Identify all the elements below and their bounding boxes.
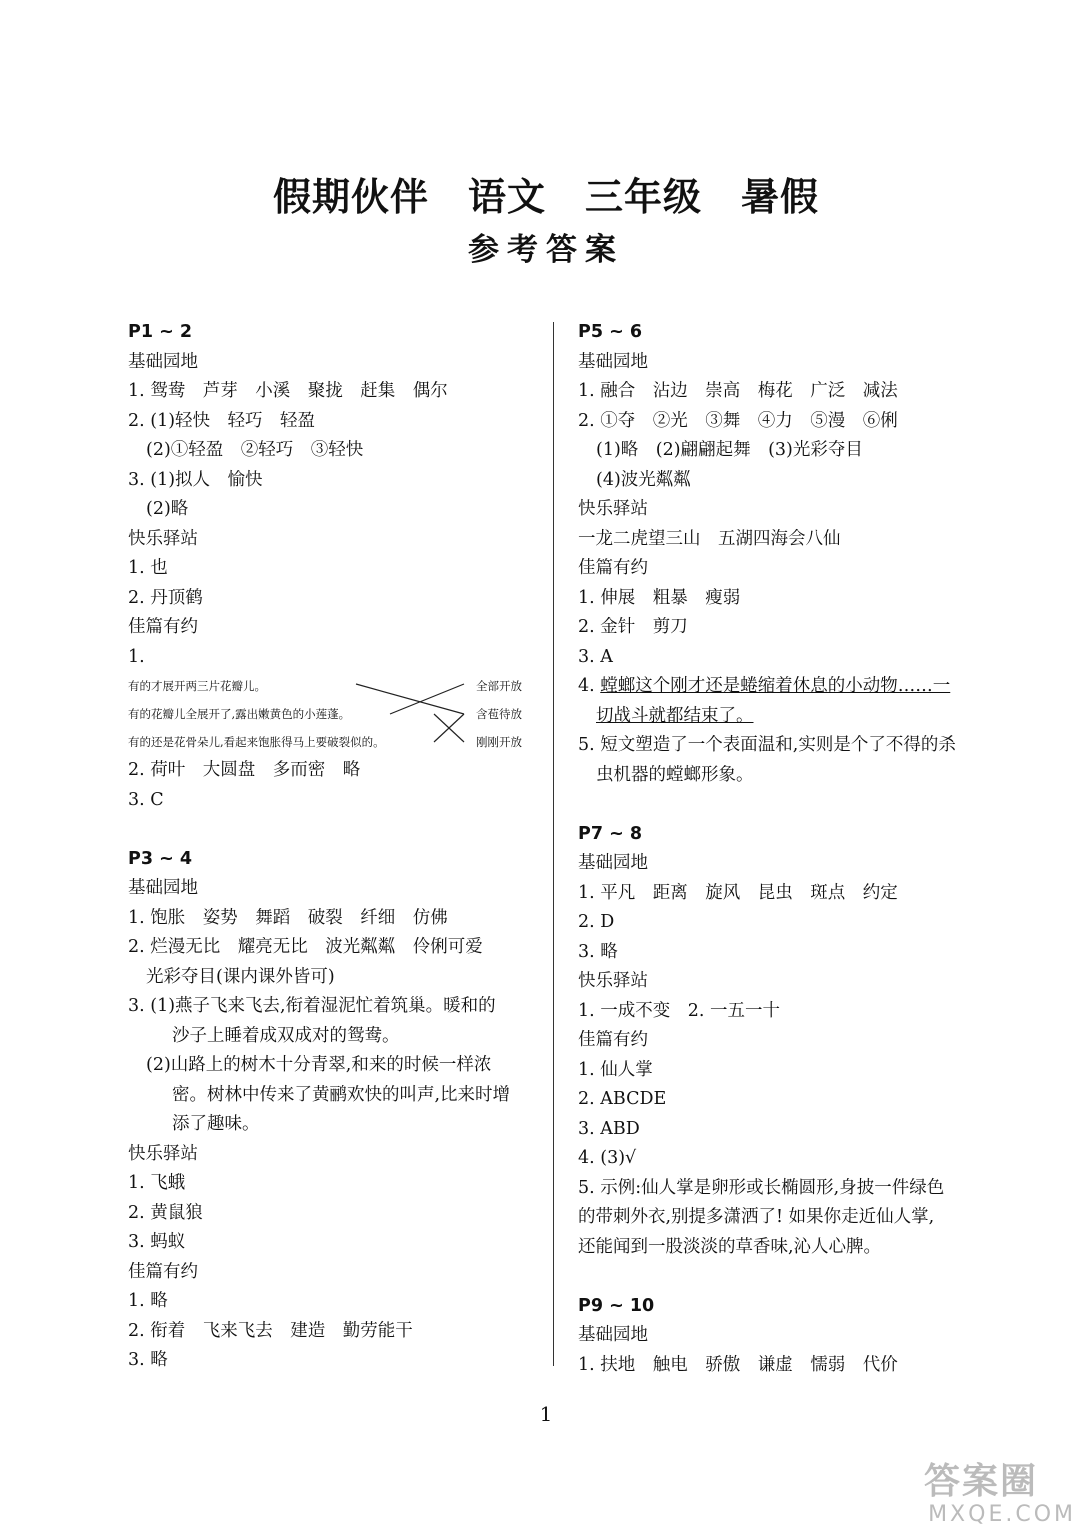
answer-line: 1. 一成不变 2. 一五一十 [578, 1000, 781, 1021]
watermark-logo [924, 1462, 1084, 1532]
page-heading-p1-2: P1 ~ 2 [128, 322, 193, 342]
answer-line: 2. 烂漫无比 耀亮无比 波光粼粼 伶俐可爱 [128, 937, 483, 957]
answer-line: 2. D [578, 912, 615, 932]
answer-line: (2)山路上的树木十分青翠,和来的时候一样浓 [146, 1055, 492, 1075]
answer-line: 沙子上睡着成双成对的鸳鸯。 [172, 1025, 400, 1046]
answer-line: 3. 略 [578, 941, 618, 962]
answer-line: 1. 略 [128, 1291, 168, 1311]
section-heading: 基础园地 [578, 853, 648, 873]
section-heading: 佳篇有约 [128, 617, 198, 637]
answer-line [578, 702, 993, 732]
section-heading: 快乐驿站 [578, 499, 648, 519]
answer-line: (4)波光粼粼 [596, 469, 691, 490]
answer-line: 5. 示例:仙人掌是卵形或长椭圆形,身披一件绿色 [578, 1177, 945, 1198]
answer-line: 3. C [128, 789, 164, 810]
answer-line: (1)略 (2)翩翩起舞 (3)光彩夺目 [596, 440, 863, 460]
section-heading: 佳篇有约 [128, 1261, 198, 1282]
section-heading: 基础园地 [128, 878, 198, 898]
answer-line: 1. 鸳鸯 芦芽 小溪 聚拢 赶集 偶尔 [128, 381, 448, 401]
answer-line: 1. [128, 646, 145, 667]
right-column [578, 318, 993, 1380]
watermark-url: MXQE.COM [928, 1502, 1076, 1527]
section-heading: 快乐驿站 [578, 971, 648, 991]
answer-line: 1. 融合 沾边 崇高 梅花 广泛 减法 [578, 381, 898, 401]
answer-line: 3. (1)燕子飞来飞去,衔着湿泥忙着筑巢。暖和的 [128, 996, 496, 1016]
page-heading-p7-8: P7 ~ 8 [578, 823, 643, 844]
answer-line: 1. 仙人掌 [578, 1059, 653, 1080]
match-right-item: 刚刚开放 [476, 735, 522, 749]
section-heading: 佳篇有约 [578, 558, 648, 578]
column-divider [553, 322, 554, 1366]
match-line [356, 684, 464, 714]
answer-line: 一龙二虎望三山 五湖四海会八仙 [578, 528, 841, 549]
answer-line [578, 672, 993, 702]
answer-line: 2. 衔着 飞来飞去 建造 勤劳能干 [128, 1320, 413, 1341]
answer-line: 的带刺外衣,别提多潇洒了! 如果你走近仙人掌, [578, 1207, 935, 1227]
answer-line: 1. 饱胀 姿势 舞蹈 破裂 纤细 仿佛 [128, 907, 448, 928]
section-heading: 快乐驿站 [128, 528, 198, 549]
page-number: 1 [539, 1402, 553, 1426]
section-heading: 基础园地 [578, 351, 648, 372]
answer-line: 2. 黄鼠狼 [128, 1202, 203, 1223]
answer-line: 还能闻到一股淡淡的草香味,沁人心脾。 [578, 1236, 882, 1257]
match-left-item: 有的才展开两三片花瓣儿。 [128, 679, 266, 693]
match-right-item: 全部开放 [476, 679, 522, 693]
left-column [128, 318, 538, 1376]
answer-line: 3. (1)拟人 愉快 [128, 469, 263, 490]
answer-line: 2. ABCDE [578, 1089, 667, 1109]
answer-line: 1. 也 [128, 558, 168, 578]
section-heading: 基础园地 [578, 1325, 648, 1345]
match-right-item: 含苞待放 [476, 707, 522, 721]
answer-line: (2)①轻盈 ②轻巧 ③轻快 [146, 440, 364, 460]
document-title: 假期伙伴 语文 三年级 暑假 [272, 175, 819, 219]
page-heading-p9-10: P9 ~ 10 [578, 1295, 655, 1316]
answer-line: 密。树林中传来了黄鹂欢快的叫声,比来时增 [172, 1084, 511, 1105]
answer-line: 2. 丹顶鹤 [128, 587, 203, 608]
watermark-text: 答案圈 [924, 1461, 1039, 1502]
section-heading: 基础园地 [128, 351, 198, 372]
answer-line: (2)略 [146, 499, 189, 519]
answer-line: 光彩夺目(课内课外皆可) [146, 966, 335, 987]
answer-line: 1. 飞蛾 [128, 1173, 186, 1193]
answer-line: 1. 伸展 粗暴 瘦弱 [578, 587, 741, 608]
answer-line: 3. 蚂蚁 [128, 1232, 186, 1252]
answer-line: 1. 扶地 触电 骄傲 谦虚 懦弱 代价 [578, 1354, 898, 1375]
section-heading: 快乐驿站 [128, 1143, 198, 1164]
answer-line: 添了趣味。 [172, 1114, 260, 1134]
answer-line: 3. A [578, 646, 613, 667]
answer-line: 5. 短文塑造了一个表面温和,实则是个了不得的杀 [578, 735, 956, 755]
underlined-answer: 螳螂这个刚才还是蜷缩着休息的小动物……一 [600, 676, 951, 696]
match-line [390, 684, 464, 714]
answer-line: 4. (3)√ [578, 1148, 637, 1168]
answer-line: 1. 平凡 距离 旋风 昆虫 斑点 约定 [578, 882, 898, 903]
page-heading-p3-4: P3 ~ 4 [128, 848, 193, 869]
matching-exercise [128, 672, 538, 756]
document-subtitle: 参考答案 [468, 232, 624, 268]
answer-line: 2. ①夺 ②光 ③舞 ④力 ⑤漫 ⑥俐 [578, 410, 898, 431]
page-heading-p5-6: P5 ~ 6 [578, 322, 643, 342]
answer-line: 虫机器的螳螂形象。 [596, 764, 754, 785]
section-heading: 佳篇有约 [578, 1030, 648, 1050]
answer-line: 3. 略 [128, 1350, 168, 1370]
match-left-item: 有的花瓣儿全展开了,露出嫩黄色的小莲蓬。 [128, 707, 351, 721]
answer-line: 3. ABD [578, 1118, 640, 1139]
underlined-answer: 切战斗就都结束了。 [596, 705, 754, 726]
answer-line: 2. 金针 剪刀 [578, 617, 688, 637]
answer-line: 2. (1)轻快 轻巧 轻盈 [128, 410, 316, 431]
answer-number: 4. [578, 676, 601, 696]
match-left-item: 有的还是花骨朵儿,看起来饱胀得马上要破裂似的。 [128, 735, 385, 749]
answer-line: 2. 荷叶 大圆盘 多而密 略 [128, 760, 361, 780]
